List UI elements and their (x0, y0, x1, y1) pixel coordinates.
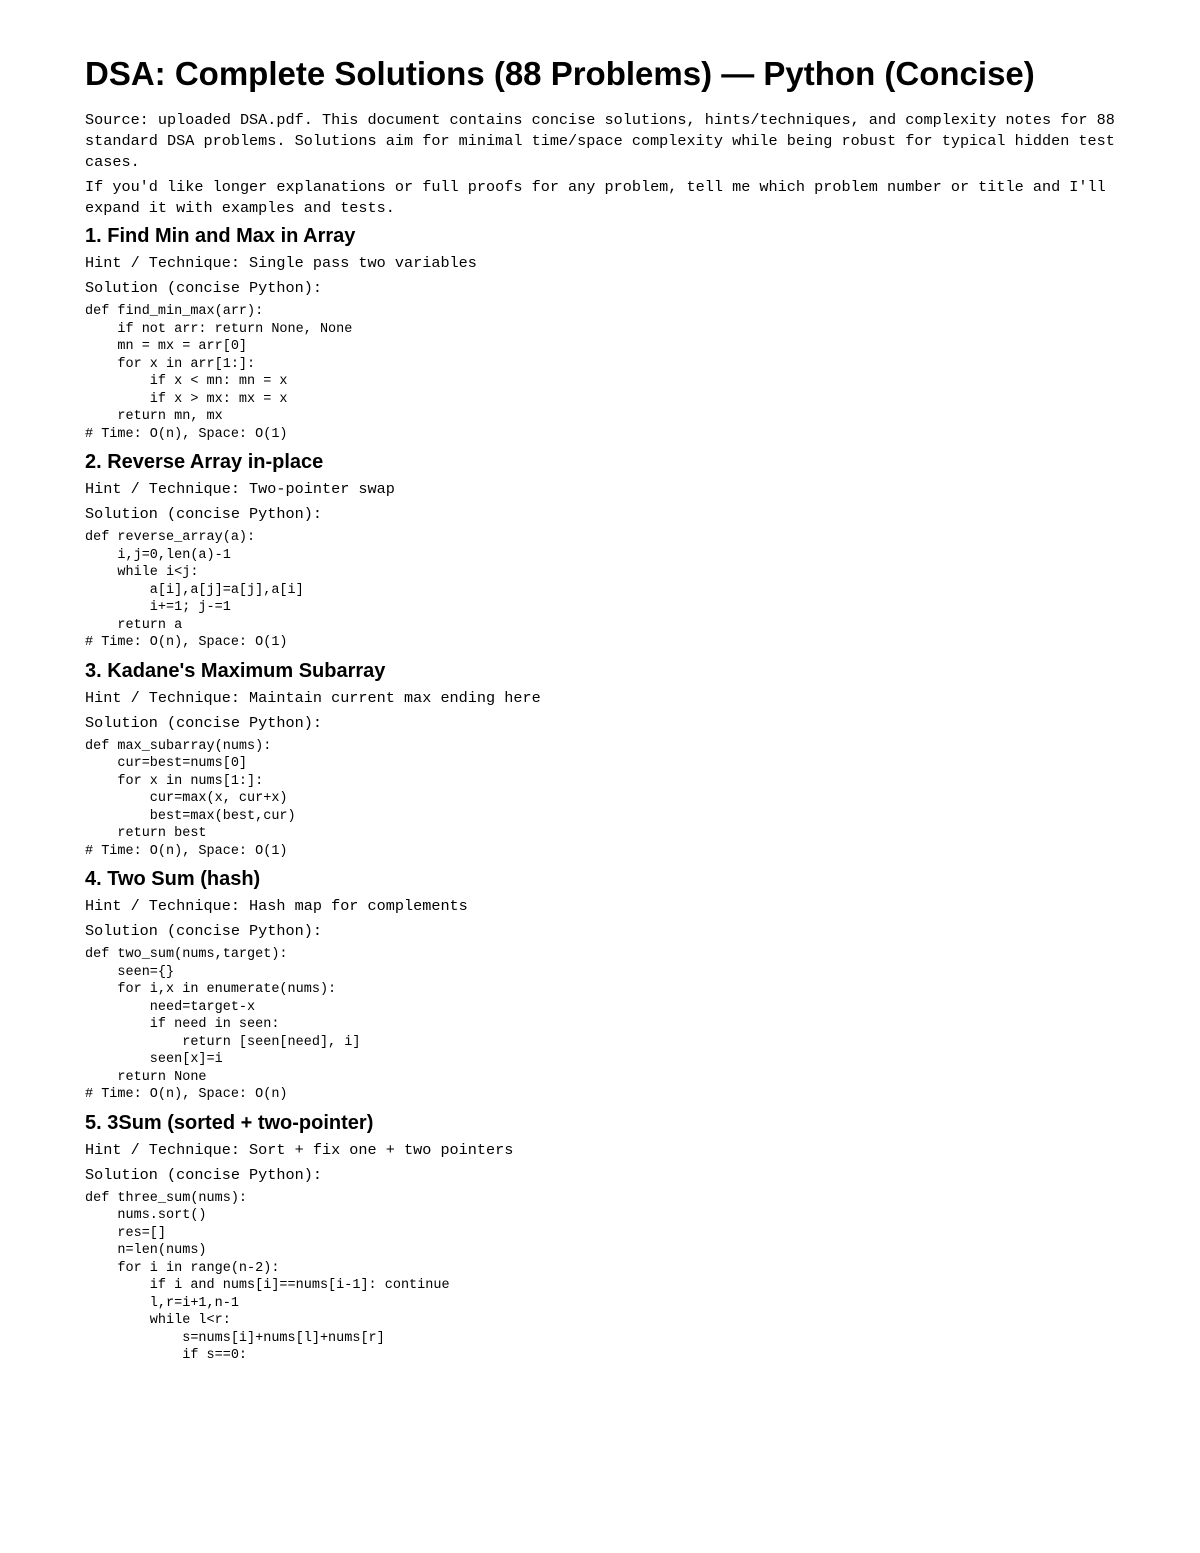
code-line: if x > mx: mx = x (85, 391, 288, 407)
problem-section (85, 1110, 1115, 1365)
code-line: cur=best=nums[0] (85, 756, 248, 771)
problem-heading: 1. Find Min and Max in Array (85, 225, 356, 247)
code-line: def max_subarray(nums): (85, 738, 272, 754)
solution-label: Solution (concise Python): (85, 279, 322, 297)
problem-hint: Hint / Technique: Hash map for complements (85, 897, 468, 915)
code-block (85, 738, 1115, 843)
code-line: for i in range(n-2): (85, 1260, 280, 1276)
code-line: i,j=0,len(a)-1 (85, 547, 231, 563)
code-line: if i and nums[i]==nums[i-1]: continue (85, 1278, 450, 1293)
problem-hint: Hint / Technique: Two-pointer swap (85, 480, 395, 498)
intro-paragraph-source: Source: uploaded DSA.pdf. This document contains concise solutions, hints/techniques, and complexity notes for 88 standard DSA problems. Solutions aim for minimal time/space complexity while being robust for typical hidden test cases. (85, 111, 1115, 171)
code-line: for x in arr[1:]: (85, 356, 256, 372)
code-line: return mn, mx (85, 409, 223, 424)
code-line: seen={} (85, 964, 175, 980)
code-line: if x < mn: mn = x (85, 374, 288, 389)
problem-section (85, 449, 1115, 652)
complexity-note: # Time: O(n), Space: O(1) (85, 843, 288, 859)
code-line: i+=1; j-=1 (85, 600, 231, 615)
document-page (85, 52, 1115, 1365)
solution-label: Solution (concise Python): (85, 1165, 322, 1184)
problem-section (85, 658, 1115, 861)
code-line: if not arr: return None, None (85, 321, 353, 337)
code-line: need=target-x (85, 999, 256, 1015)
problem-section (85, 866, 1115, 1104)
code-block (85, 303, 1115, 426)
complexity-note: # Time: O(n), Space: O(n) (85, 1087, 288, 1102)
code-line: return [seen[need], i] (85, 1034, 361, 1050)
intro-paragraph-request: If you'd like longer explanations or full proofs for any problem, tell me which problem number or title and I'll expand it with examples and tests. (85, 178, 1106, 217)
problem-heading: 5. 3Sum (sorted + two-pointer) (85, 1111, 374, 1134)
problem-heading: 4. Two Sum (hash) (85, 868, 261, 890)
solution-label: Solution (concise Python): (85, 713, 322, 732)
code-line: n=len(nums) (85, 1243, 207, 1258)
code-line: best=max(best,cur) (85, 808, 296, 824)
code-block (85, 946, 1115, 1086)
solution-label: Solution (concise Python): (85, 922, 322, 940)
code-block (85, 1190, 1115, 1365)
code-line: def reverse_array(a): (85, 530, 256, 545)
code-line: if s==0: (85, 1348, 248, 1363)
code-line: l,r=i+1,n-1 (85, 1295, 239, 1311)
code-line: while l<r: (85, 1313, 231, 1328)
code-line: for x in nums[1:]: (85, 773, 264, 789)
code-line: return None (85, 1069, 207, 1085)
problem-section (85, 223, 1115, 443)
problem-hint: Hint / Technique: Sort + fix one + two pointers (85, 1140, 514, 1159)
code-line: seen[x]=i (85, 1052, 223, 1067)
code-line: def find_min_max(arr): (85, 304, 264, 319)
code-line: a[i],a[j]=a[j],a[i] (85, 582, 304, 598)
complexity-note: # Time: O(n), Space: O(1) (85, 426, 288, 442)
code-line: res=[] (85, 1225, 167, 1241)
code-line: cur=max(x, cur+x) (85, 791, 288, 806)
code-line: s=nums[i]+nums[l]+nums[r] (85, 1330, 385, 1346)
problem-heading: 2. Reverse Array in-place (85, 451, 324, 473)
problem-list (85, 223, 1115, 1365)
code-line: nums.sort() (85, 1208, 207, 1223)
code-line: while i<j: (85, 565, 199, 580)
code-line: if need in seen: (85, 1017, 280, 1032)
complexity-note: # Time: O(n), Space: O(1) (85, 635, 288, 650)
code-line: def three_sum(nums): (85, 1190, 248, 1206)
document-title: DSA: Complete Solutions (88 Problems) — Python (Concise) (85, 55, 1035, 92)
code-line: mn = mx = arr[0] (85, 339, 248, 354)
code-block (85, 529, 1115, 634)
problem-hint: Hint / Technique: Single pass two variables (85, 254, 477, 272)
code-line: def two_sum(nums,target): (85, 947, 288, 962)
solution-label: Solution (concise Python): (85, 505, 322, 523)
problem-hint: Hint / Technique: Maintain current max ending here (85, 688, 541, 707)
code-line: return best (85, 826, 207, 841)
problem-heading: 3. Kadane's Maximum Subarray (85, 659, 386, 682)
code-line: return a (85, 617, 183, 633)
code-line: for i,x in enumerate(nums): (85, 982, 337, 997)
